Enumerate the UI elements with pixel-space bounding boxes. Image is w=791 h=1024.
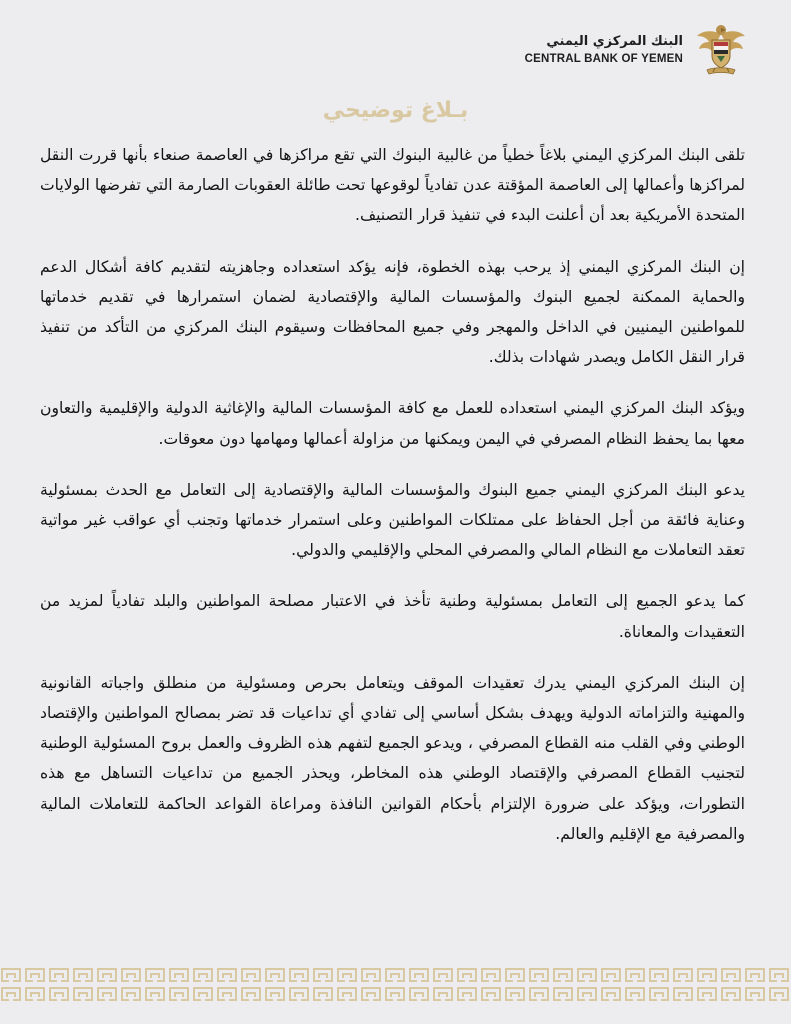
document-title: بـلاغ توضيحي — [322, 98, 469, 123]
paragraph: يدعو البنك المركزي اليمني جميع البنوك والمؤسسات المالية والإقتصادية إلى التعامل مع الحدث بمسئولية وعناية فائقة من أجل الحفاظ على ممتلكات المواطنين وعلى استمرار خدماتها وتجنب أي عواقب غير مواتية تعقد التعاملات مع النظام المالي والمصرفي المحلي والإقليمي والدولي. — [40, 480, 745, 560]
paragraph: ويؤكد البنك المركزي اليمني استعداده للعمل مع كافة المؤسسات المالية والإغاثية الدولية والإقليمية والتعاون معها بما يحفظ النظام المصرفي في اليمن ويمكنها من مزاولة أعمالها ومهامها دون معوقات. — [40, 399, 745, 448]
bank-name-arabic: البنك المركزي اليمني — [546, 34, 683, 49]
bank-name-block — [525, 34, 683, 66]
paragraph: إن البنك المركزي اليمني يدرك تعقيدات الموقف ويتعامل بحرص ومسئولية من منطلق واجباته القانونية والمهنية والتزاماته الدولية ويهدف بشكل أساسي إلى تفادي أي تداعيات قد تضر بمصالح المواطنين والإقتصاد الوطني وفي القلب منه القطاع المصرفي ، ويدعو الجميع لتفهم هذه الظروف والعمل بروح المسئولية الوطنية لتجنيب القطاع المصرفي والإقتصاد الوطني هذه المخاطر، ويحذر الجميع من تداعيات التساهل مع هذه التطورات، ويؤكد على ضرورة الإلتزام بأحكام القوانين النافذة ومراعاة القواعد الحاكمة للتعاملات المالية والمصرفية مع الإقليم والعالم. — [40, 673, 745, 843]
document-body — [40, 140, 745, 870]
bank-name-english: CENTRAL BANK OF YEMEN — [524, 53, 683, 65]
eagle-emblem-icon — [695, 20, 747, 80]
ornamental-border-pattern — [0, 966, 791, 1004]
paragraph: كما يدعو الجميع إلى التعامل بمسئولية وطنية تأخذ في الاعتبار مصلحة المواطنين والبلد تفادياً لمزيد من التعقيدات والمعاناة. — [40, 592, 745, 641]
letterhead — [517, 16, 747, 84]
paragraph: إن البنك المركزي اليمني إذ يرحب بهذه الخطوة، فإنه يؤكد استعداده وجاهزيته لتقديم كافة أشكال الدعم والحماية الممكنة لجميع البنوك والمؤسسات المالية والإقتصادية لضمان استمرارها في تقديم خدماتها للمواطنين اليمنيين في الداخل والمهجر وفي جميع المحافظات وسيقوم البنك المركزي من التأكد من تنفيذ قرار النقل الكامل ويصدر شهادات بذلك. — [40, 257, 745, 367]
paragraph: تلقى البنك المركزي اليمني بلاغاً خطياً من غالبية البنوك التي تقع مراكزها في العاصمة صنعاء بأنها قررت النقل لمراكزها وأعمالها إلى العاصمة المؤقتة عدن تفادياً لوقوعها تحت طائلة العقوبات الصارمة التي تفرضها الولايات المتحدة الأمريكية بعد أن أعلنت البدء في تنفيذ قرار التصنيف. — [40, 146, 745, 225]
